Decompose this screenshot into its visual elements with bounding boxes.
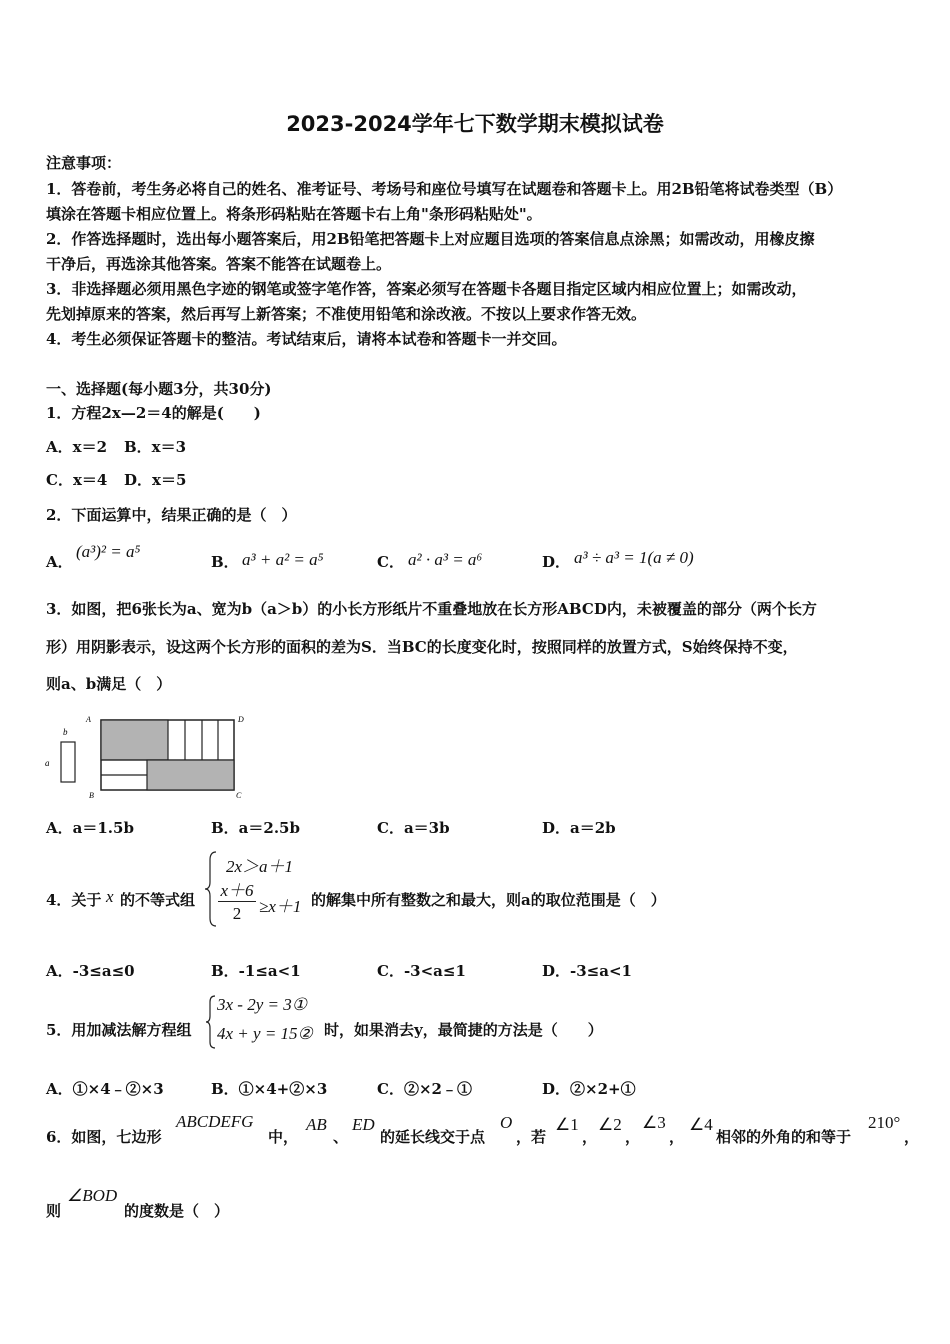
q5-post: 时，如果消去y，最简捷的方法是（ ）	[324, 1021, 603, 1039]
q2-expr-a: (a³)² = a⁵	[76, 542, 141, 561]
q2-expr-c: a² · a³ = a⁶	[408, 550, 483, 569]
q4-frac-den: 2	[232, 904, 242, 923]
small-rectangle	[61, 742, 75, 782]
q1-option-a: A．x＝2	[46, 438, 108, 456]
q6-text: 6．如图，七边形	[46, 1128, 162, 1146]
q6-angle1: ∠1	[555, 1115, 579, 1134]
q6-text: ，	[582, 1128, 598, 1146]
q4-option-b: B．-1≤a<1	[211, 962, 301, 980]
label-C: C	[236, 791, 242, 800]
q1-stem: 1．方程2x—2＝4的解是( )	[46, 404, 261, 422]
q6-polygon: ABCDEFG	[176, 1112, 254, 1131]
q5-option-c: C．②×2﹣①	[377, 1080, 472, 1098]
q5-option-b: B．①×4+②×3	[211, 1080, 328, 1098]
q5-eq1: 3x - 2y = 3①	[217, 995, 307, 1014]
q6-text: 的延长线交于点	[380, 1128, 486, 1146]
q4-post: 的解集中所有整数之和最大，则a的取位范围是（ ）	[311, 891, 666, 909]
notice-line: 3．非选择题必须用黑色字迹的钢笔或签字笔作答，答案必须写在答题卡各题目指定区域内相应位置上；如需改动，	[46, 280, 807, 298]
q6-text: ，	[625, 1128, 641, 1146]
q2-stem: 2．下面运算中，结果正确的是（ ）	[46, 506, 297, 524]
q2-label-a: A．	[46, 553, 73, 571]
q5-option-a: A．①×4﹣②×3	[46, 1080, 164, 1098]
notice-line: 4．考生必须保证答题卡的整洁。考试结束后，请将本试卷和答题卡一并交回。	[46, 330, 567, 348]
q3-line: 则a、b满足（ ）	[46, 675, 172, 693]
q1-option-b: B．x＝3	[124, 438, 187, 456]
q4-brace	[204, 850, 218, 928]
q2-expr-d: a³ ÷ a³ = 1(a ≠ 0)	[574, 548, 694, 567]
notice-line: 填涂在答题卡相应位置上。将条形码粘贴在答题卡右上角"条形码粘贴处"。	[46, 205, 542, 223]
q6-angle4: ∠4	[689, 1115, 713, 1134]
q5-option-d: D．②×2+①	[542, 1080, 636, 1098]
q6-text: ，	[904, 1128, 920, 1146]
label-a: a	[45, 758, 50, 768]
page-title: 2023-2024学年七下数学期末模拟试卷	[286, 112, 664, 136]
q3-option-b: B．a＝2.5b	[211, 819, 300, 837]
q4-option-d: D．-3≤a<1	[542, 962, 632, 980]
shaded-region-bottom	[147, 760, 234, 790]
q4-option-c: C．-3<a≤1	[377, 962, 466, 980]
label-A: A	[86, 715, 91, 724]
q6-angle2: ∠2	[598, 1115, 622, 1134]
q1-option-c: C．x＝4	[46, 471, 108, 489]
q4-option-a: A．-3≤a≤0	[46, 962, 135, 980]
q5-eq2: 4x + y = 15②	[217, 1024, 313, 1043]
q6-point-o: O	[500, 1113, 513, 1132]
q2-label-b: B．	[211, 553, 239, 571]
q3-option-d: D．a＝2b	[542, 819, 616, 837]
notice-line: 先划掉原来的答案，然后再写上新答案；不准使用铅笔和涂改液。不按以上要求作答无效。	[46, 305, 647, 323]
q6-text: ，	[669, 1128, 685, 1146]
q6-angle-bod: ∠BOD	[67, 1186, 118, 1205]
q2-expr-b: a³ + a² = a⁵	[242, 550, 324, 569]
q6-text: 的度数是（ ）	[124, 1202, 230, 1220]
rectangle-figure	[40, 712, 255, 802]
q4-ineq1: 2x＞a＋1	[226, 857, 294, 876]
q2-label-c: C．	[377, 553, 404, 571]
shaded-region-top	[101, 720, 168, 760]
q3-option-a: A．a＝1.5b	[46, 819, 134, 837]
q6-degree: 210°	[868, 1113, 901, 1132]
q3-line: 形）用阴影表示，设这两个长方形的面积的差为S．当BC的长度变化时，按照同样的放置方式，S始终保持不变，	[46, 638, 798, 656]
q4-mid: 的不等式组	[120, 891, 196, 909]
notice-line: 干净后，再选涂其他答案。答案不能答在试题卷上。	[46, 255, 392, 273]
q4-frac-num: x＋6	[218, 881, 256, 902]
q6-text: 、	[333, 1128, 349, 1146]
q5-prefix: 5．用加减法解方程组	[46, 1021, 192, 1039]
label-D: D	[238, 715, 244, 724]
q5-brace	[205, 994, 217, 1050]
label-B: B	[89, 791, 94, 800]
label-b: b	[63, 727, 68, 737]
q6-text: 中，	[268, 1128, 299, 1146]
q1-option-d: D．x＝5	[124, 471, 187, 489]
q4-prefix: 4．关于	[46, 891, 102, 909]
q6-text: 则	[46, 1202, 62, 1220]
q6-ab: AB	[306, 1115, 327, 1134]
section-heading: 一、选择题(每小题3分，共30分)	[46, 380, 272, 398]
q6-angle3: ∠3	[642, 1113, 666, 1132]
q6-text: ，若	[516, 1128, 547, 1146]
q3-option-c: C．a＝3b	[377, 819, 450, 837]
q2-label-d: D．	[542, 553, 571, 571]
q6-text: 相邻的外角的和等于	[716, 1128, 852, 1146]
notice-line: 2．作答选择题时，选出每小题答案后，用2B铅笔把答题卡上对应题目选项的答案信息点涂黑；如需改动，用橡皮擦	[46, 230, 815, 248]
q6-ed: ED	[352, 1115, 375, 1134]
notice-heading: 注意事项：	[46, 154, 122, 172]
notice-line: 1．答卷前，考生务必将自己的姓名、准考证号、考场号和座位号填写在试题卷和答题卡上。用2B铅笔将试卷类型（B）	[46, 180, 843, 198]
q3-line: 3．如图，把6张长为a、宽为b（a＞b）的小长方形纸片不重叠地放在长方形ABCD内，未被覆盖的部分（两个长方	[46, 600, 817, 618]
q4-var: x	[106, 887, 114, 906]
q4-ineq2: ≥x＋1	[259, 897, 302, 916]
